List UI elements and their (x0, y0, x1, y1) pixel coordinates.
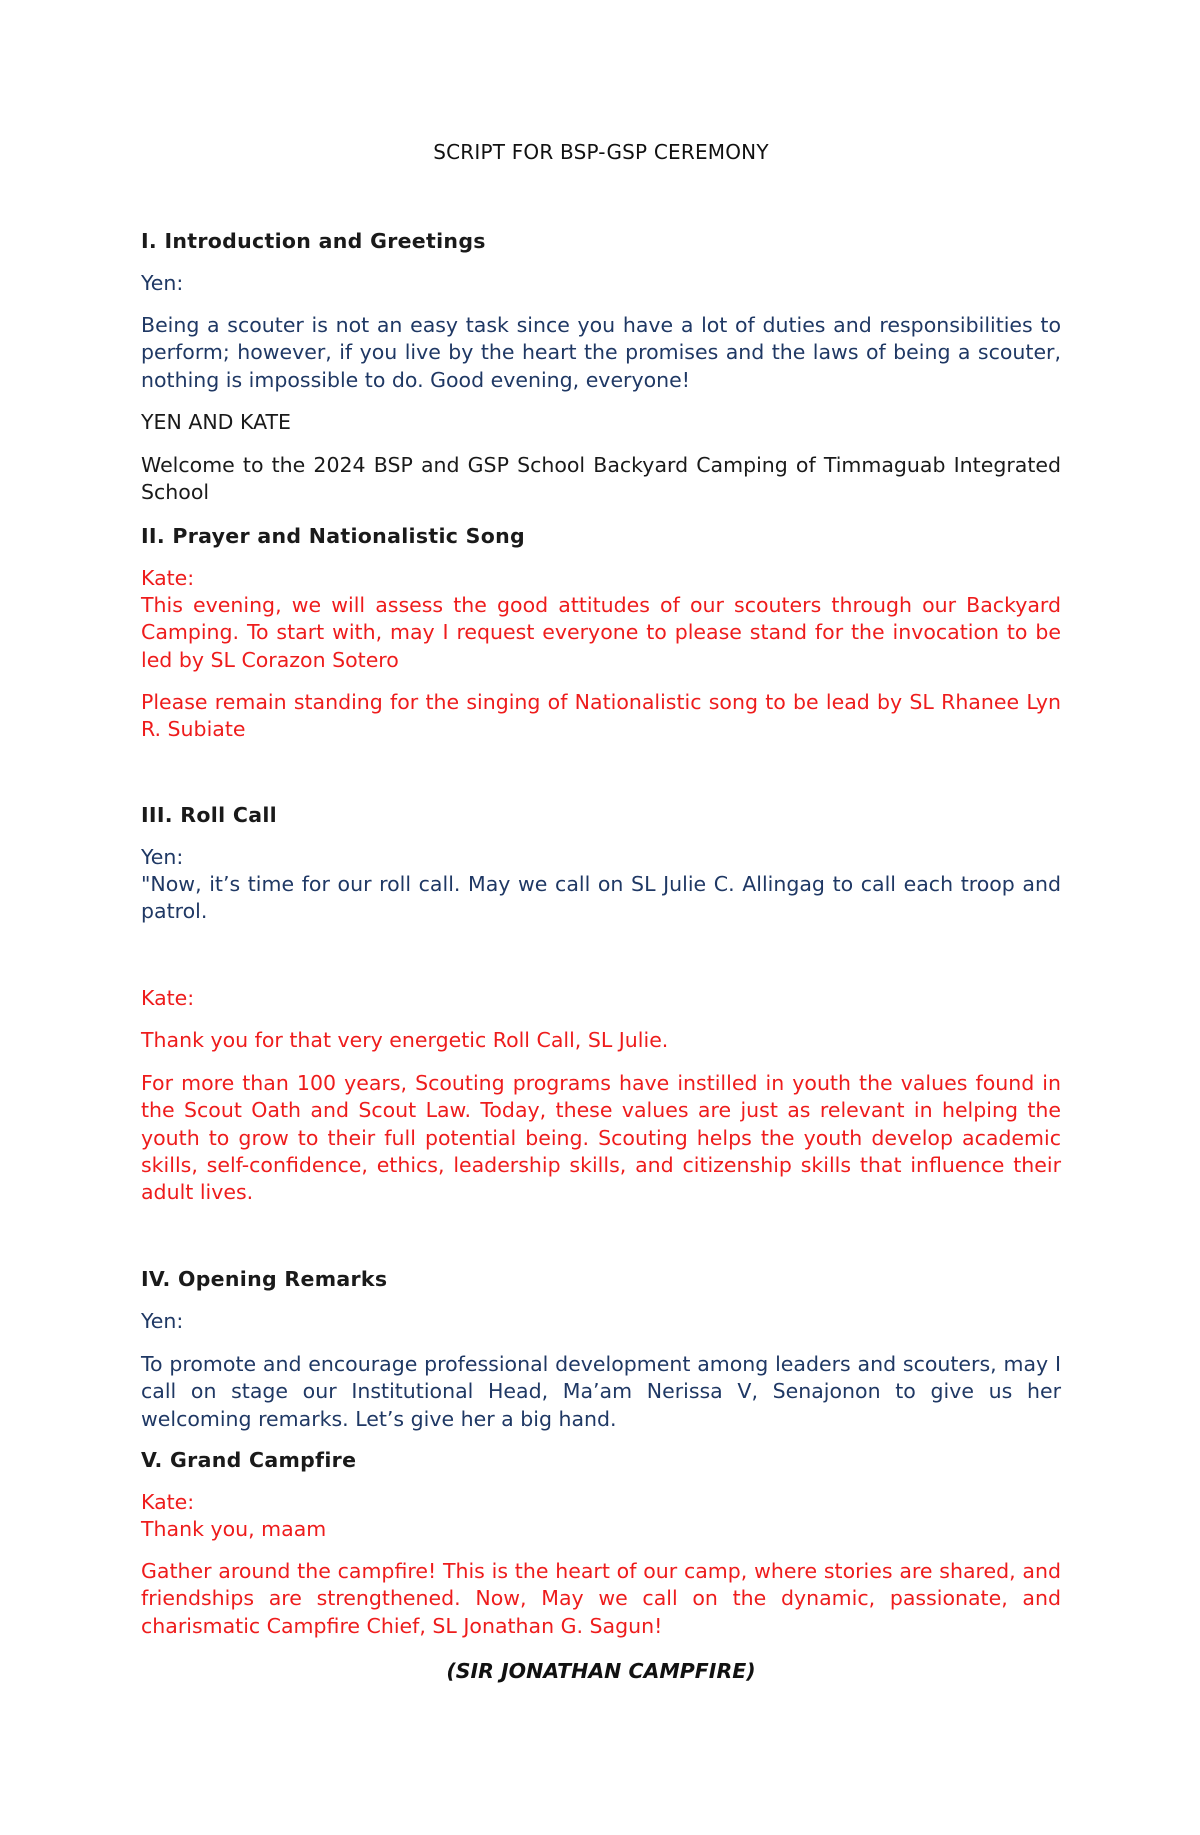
paragraph: To promote and encourage professional development among leaders and scouters, may I call on stage our Institutional Head, Ma’am Nerissa V, Senajonon to give us her welcoming remarks. Let’s give her a big hand. (141, 1352, 1061, 1431)
section-heading-grand-campfire: V. Grand Campfire (141, 1448, 357, 1472)
closing-stage-direction: (SIR JONATHAN CAMPFIRE) (446, 1659, 756, 1683)
speaker-label: Kate: (141, 986, 195, 1010)
paragraph: "Now, it’s time for our roll call. May we call on SL Julie C. Allingag to call each troop and patrol. (141, 872, 1061, 924)
paragraph: Please remain standing for the singing of Nationalistic song to be lead by SL Rhanee Lyn R. Subiate (141, 690, 1061, 742)
paragraph: This evening, we will assess the good attitudes of our scouters through our Backyard Camping. To start with, may I request everyone to please stand for the invocation to be led by SL Corazon Sotero (141, 593, 1061, 672)
paragraph: Thank you, maam (141, 1517, 327, 1541)
speaker-label: Yen: (141, 845, 184, 869)
speaker-label: YEN AND KATE (141, 410, 291, 434)
section-heading-opening-remarks: IV. Opening Remarks (141, 1267, 388, 1291)
section-heading-prayer: II. Prayer and Nationalistic Song (141, 524, 525, 548)
paragraph: Gather around the campfire! This is the heart of our camp, where stories are shared, and friendships are strengthened. Now, May we call on the dynamic, passionate, and charismatic Campfire Chief, SL Jonathan G. Sagun! (141, 1559, 1061, 1638)
speaker-label: Kate: (141, 566, 195, 590)
speaker-label: Yen: (141, 271, 184, 295)
paragraph: For more than 100 years, Scouting programs have instilled in youth the values found in the Scout Oath and Scout Law. Today, these values are just as relevant in helping the youth to grow to their full potential being. Scouting helps the youth develop academic skills, self-confidence, ethics, leadership skills, and citizenship skills that influence their adult lives. (141, 1071, 1061, 1205)
section-heading-introduction: I. Introduction and Greetings (141, 229, 486, 253)
speaker-label: Yen: (141, 1309, 184, 1333)
speaker-label: Kate: (141, 1490, 195, 1514)
document-title: SCRIPT FOR BSP-GSP CEREMONY (433, 140, 769, 164)
section-heading-roll-call: III. Roll Call (141, 803, 277, 827)
paragraph: Thank you for that very energetic Roll Call, SL Julie. (141, 1028, 669, 1052)
paragraph: Being a scouter is not an easy task since you have a lot of duties and responsibilities to perform; however, if you live by the heart the promises and the laws of being a scouter, nothing is impossible to do. Good evening, everyone! (141, 313, 1061, 392)
paragraph: Welcome to the 2024 BSP and GSP School Backyard Camping of Timmaguab Integrated School (141, 453, 1061, 505)
